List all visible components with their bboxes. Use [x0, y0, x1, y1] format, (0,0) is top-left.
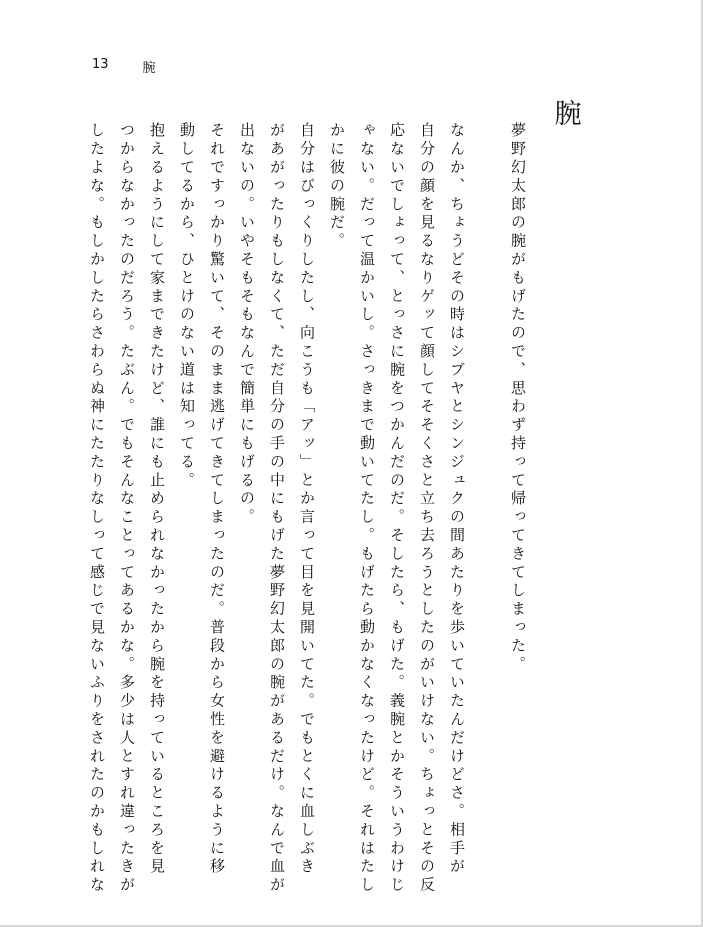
- text-line: 動してるから、ひとけのない道は知ってる。: [178, 122, 196, 490]
- text-line: かに彼の腕だ。: [328, 122, 346, 251]
- text-line: それですっかり驚いて、そのまま逃げてきてしまったのだ。普段から女性を避けるように移: [208, 122, 226, 877]
- text-line: 夢野幻太郎の腕がもげたので、思わず持って帰ってきてしまった。: [509, 122, 527, 674]
- text-line: があがったりもしなくて、ただ自分の手の中にもげた夢野幻太郎の腕があるだけ。なんで血が: [268, 122, 286, 895]
- text-line: 抱えるようにして家まできたけど、誰にも止められなかったから腕を持っているところを見: [148, 122, 166, 877]
- text-line: つからなかったのだろう。たぶん。でもそんなことってあるかな。多少は人とすれ違ったきが: [118, 122, 136, 895]
- text-line: 自分はびっくりしたし、向こうも「アッ」とか言って目を見開いてた。でもとくに血しぶき: [298, 122, 316, 877]
- running-title: 腕: [142, 61, 156, 76]
- text-line: 自分の顔を見るなりゲッて顔してそそくさと立ち去ろうとしたのがいけない。ちょっとその反: [418, 122, 436, 895]
- text-line: したよな。もしかしたらさわらぬ神にたたりなしって感じで見ないふりをされたのかもしれな: [88, 122, 106, 895]
- page-header: [92, 57, 156, 76]
- page-number: 13: [92, 57, 109, 72]
- chapter-title: 腕: [554, 99, 582, 130]
- text-line: ゃない。だって温かいし。さっきまで動いてたし。もげたら動かなくなったけど。それはたし: [358, 122, 376, 895]
- text-line: なんか、ちょうどその時はシブヤとシンジュクの間あたりを歩いていたんだけどさ。相手が: [448, 122, 466, 877]
- text-line: 出ないの。いやそもそもなんで簡単にもげるの。: [238, 122, 256, 527]
- text-line: 応ないでしょって、とっさに腕をつかんだのだ。そしたら、もげた。義腕とかそういうわけじ: [388, 122, 406, 895]
